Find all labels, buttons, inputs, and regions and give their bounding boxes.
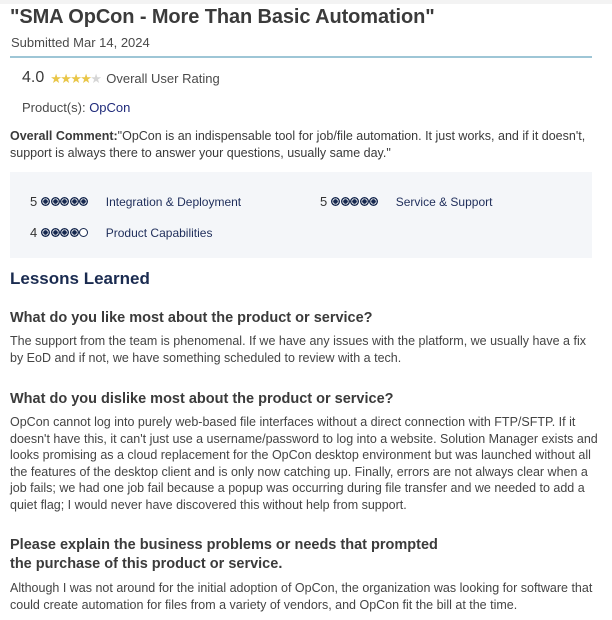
dot-filled-icon [41,228,50,237]
answer-like-most: The support from the team is phenomenal. If we have any issues with the platform, we usually have a fix by EoD and if not, we have something scheduled to review with a tech. [10,334,586,365]
dot-filled-icon [360,197,369,206]
dot-filled-icon [70,197,79,206]
star-filled-icon: ★ [80,70,92,86]
overall-comment [10,128,600,162]
submitted-date: Submitted Mar 14, 2024 [11,35,150,50]
review-title: "SMA OpCon - More Than Basic Automation" [10,6,435,28]
sub-ratings-box [10,172,592,258]
overall-comment-label: Overall Comment: [10,129,118,143]
products-row [22,100,130,115]
dot-filled-icon [51,228,60,237]
sub-rating-score: 5 [320,194,328,209]
overall-rating [22,69,220,87]
sub-rating-label: Integration & Deployment [105,194,242,209]
dot-filled-icon [341,197,350,206]
dot-filled-icon [369,197,378,206]
star-filled-icon: ★ [70,70,82,86]
sub-rating-integration-deployment [30,194,241,209]
product-link-opcon[interactable]: OpCon [89,100,131,115]
star-filled-icon: ★ [60,70,72,86]
dot-filled-icon [350,197,359,206]
dot-rating [41,228,89,237]
sub-rating-service-support [320,194,492,209]
overall-rating-value: 4.0 [22,69,45,86]
question-dislike-most: What do you dislike most about the product or service? [10,391,394,407]
overall-rating-label: Overall User Rating [106,70,220,86]
star-empty-icon: ★ [90,70,102,86]
products-label: Product(s): [22,100,90,115]
question-like-most: What do you like most about the product or service? [10,310,373,326]
question-business-problems: Please explain the business problems or needs that prompted the purchase of this product or service. [10,537,438,572]
dot-filled-icon [60,228,69,237]
dot-rating [41,197,89,206]
dot-filled-icon [331,197,340,206]
sub-rating-score: 4 [30,225,38,240]
dot-filled-icon [60,197,69,206]
dot-filled-icon [51,197,60,206]
sub-rating-score: 5 [30,194,38,209]
sub-rating-label: Product Capabilities [105,225,213,240]
dot-filled-icon [41,197,50,206]
sub-rating-label: Service & Support [395,194,493,209]
lessons-learned-heading: Lessons Learned [10,269,150,288]
overall-comment-text: "OpCon is an indispensable tool for job/file automation. It just works, and if it doesn't, support is always there to answer your questions, usually same day." [10,129,586,160]
answer-dislike-most: OpCon cannot log into purely web-based file interfaces without a direct connection with FTP/SFTP. If it doesn't have this, it can't just use a username/password to log into a website. Solution Manager exists and looks promising as a cloud replacement for the OpCon desktop environment but was launched without all the features of the desktop client and is only now catching up. Finally, errors are not always clear when a job fails; we had one job fail because a popup was occurring during file transfer and we needed to add a quiet flag; I would never have discovered this without help from support. [10,415,598,512]
dot-filled-icon [79,197,88,206]
answer-business-problems: Although I was not around for the initial adoption of OpCon, the organization was looking for software that could create automation for files from a variety of vendors, and OpCon fit the bill at the time. [10,581,593,612]
top-strip [0,0,612,4]
dot-empty-icon [79,228,88,237]
dot-filled-icon [70,228,79,237]
title-divider [10,56,592,58]
sub-rating-product-capabilities [30,225,212,240]
dot-rating [331,197,379,206]
star-filled-icon: ★ [50,70,62,86]
star-rating [50,72,100,85]
